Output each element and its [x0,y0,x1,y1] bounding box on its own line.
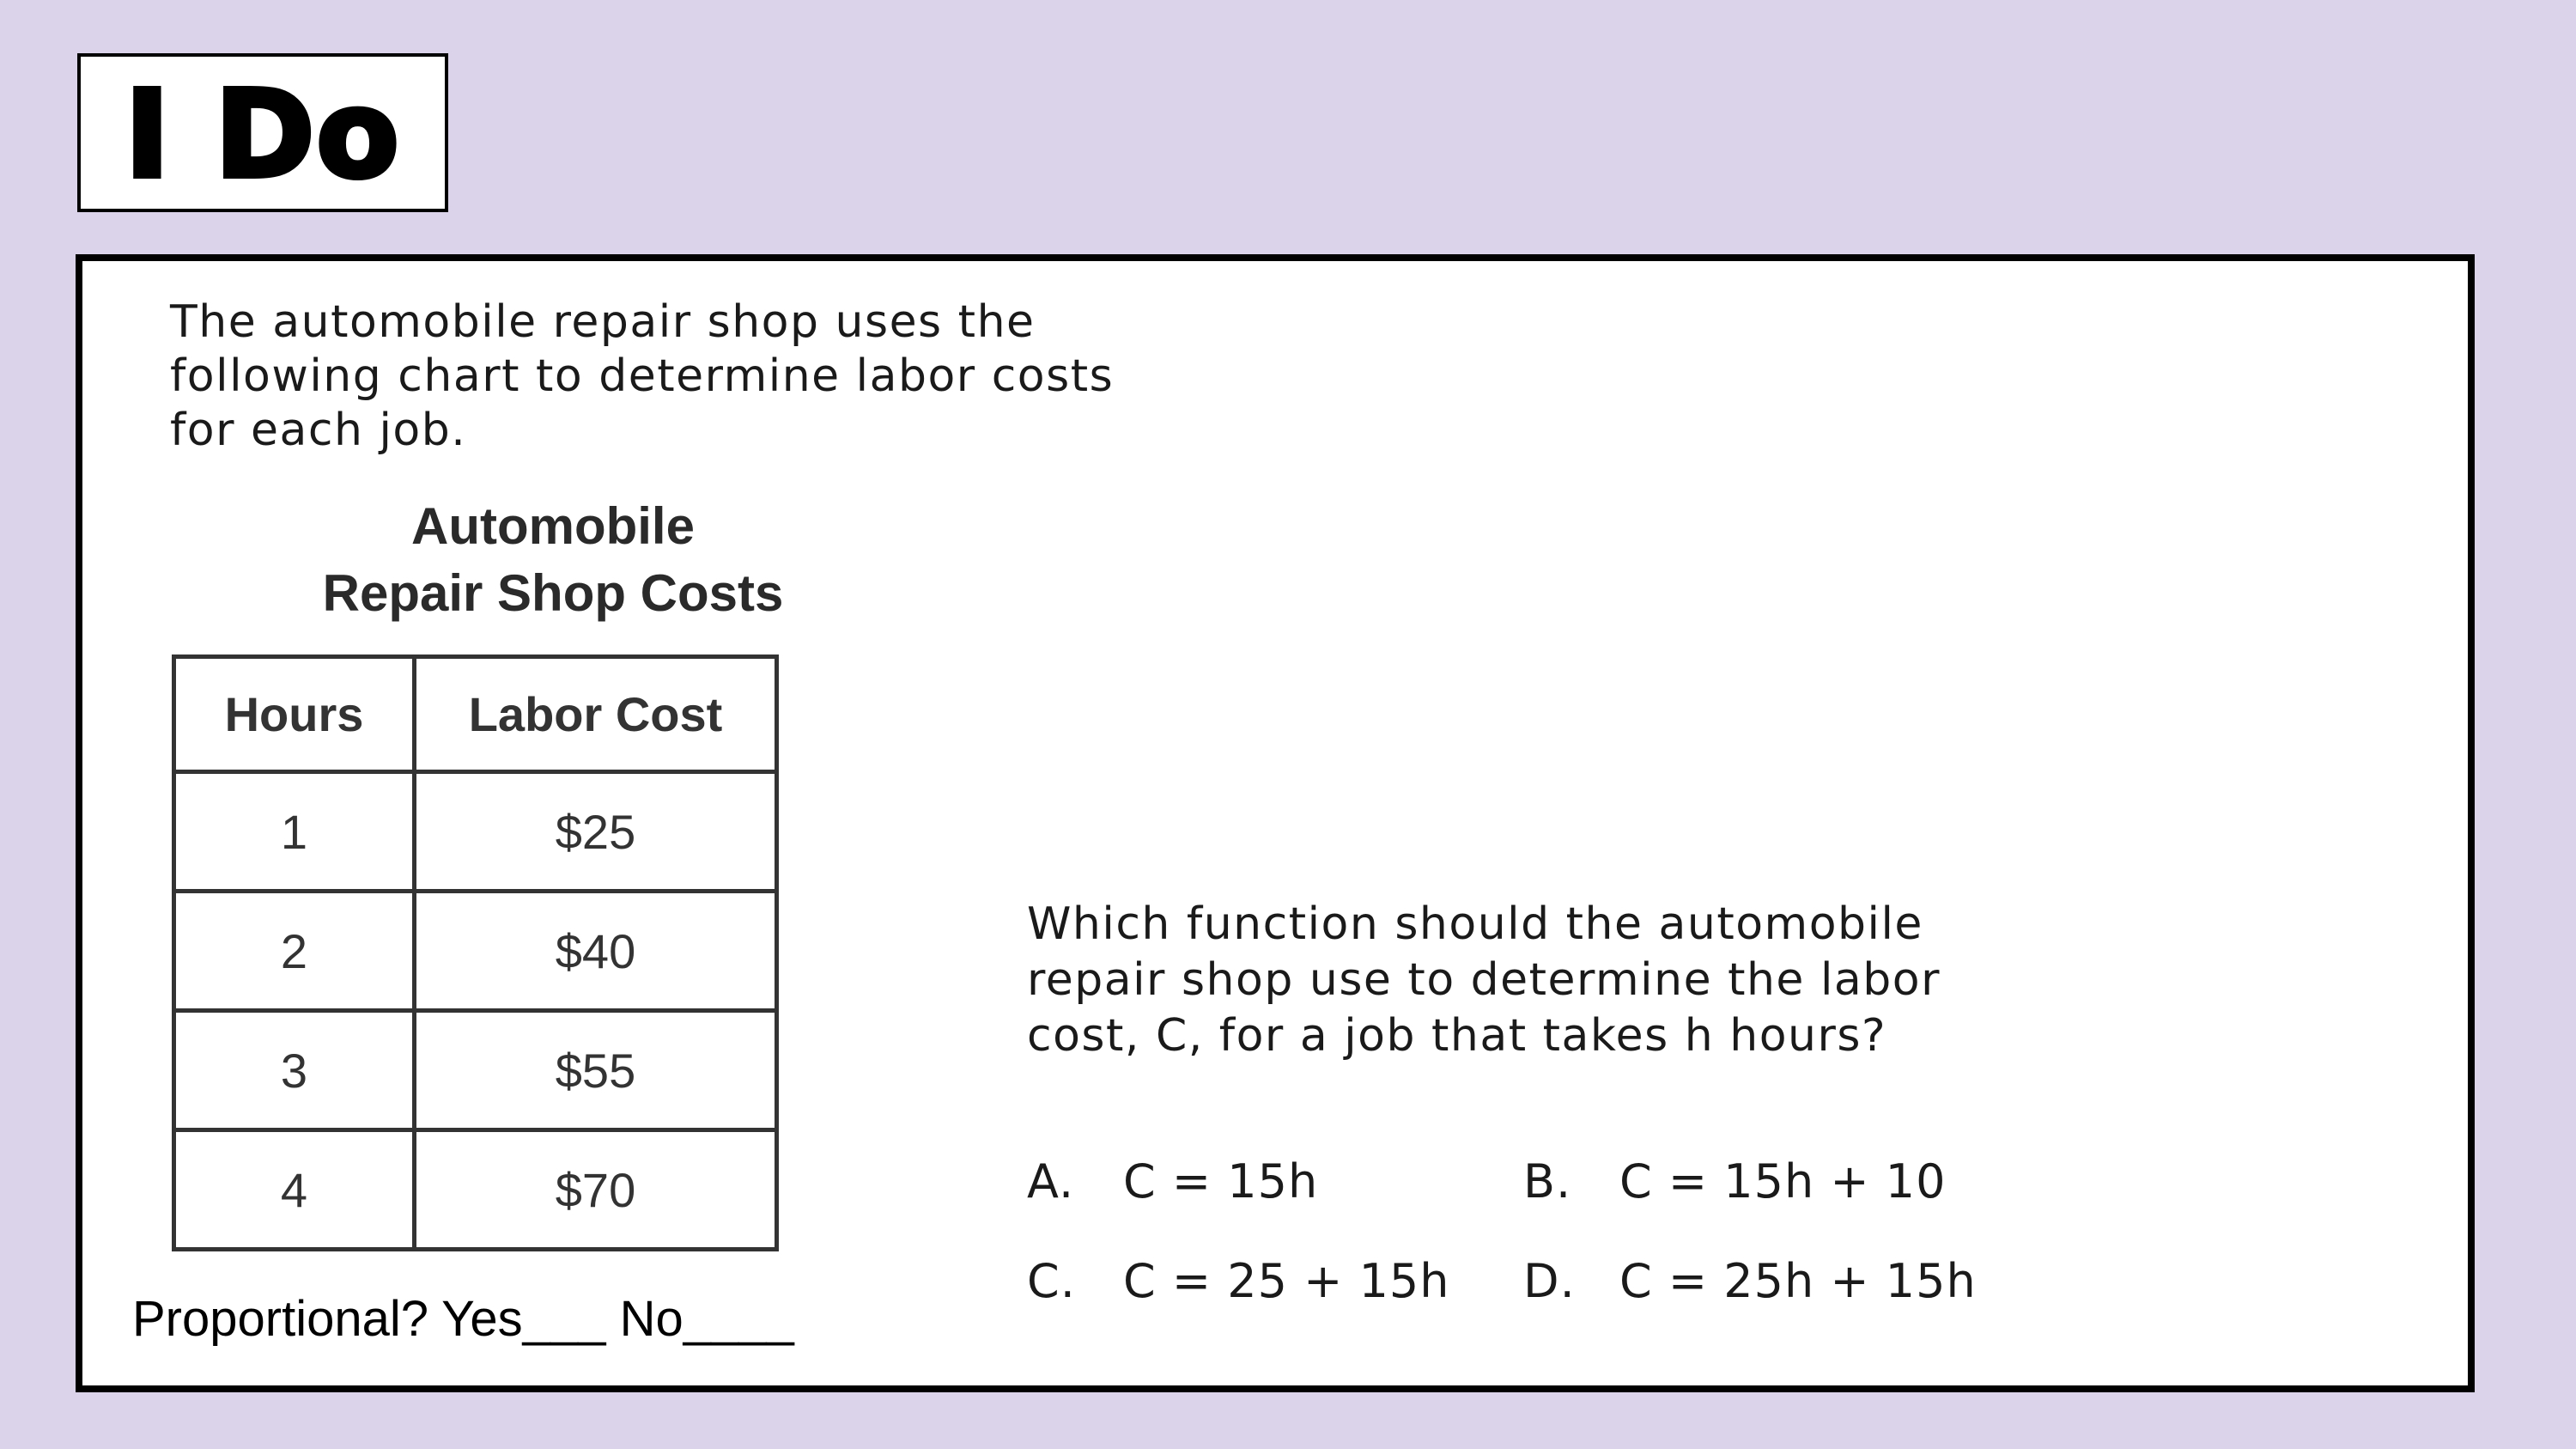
proportional-prompt: Proportional? Yes___ No____ [132,1291,794,1347]
table-cell-cost: $70 [415,1130,777,1250]
table-cell-hours: 2 [174,892,415,1011]
table-title [167,493,939,627]
choice-b [1523,1154,1947,1209]
question-text [1027,897,2057,1064]
choice-letter: A. [1027,1154,1075,1209]
table-cell-cost: $25 [415,772,777,892]
table-header-row [174,657,777,772]
page-title: I Do [125,64,401,205]
title-box [77,53,448,212]
table-cell-hours: 4 [174,1130,415,1250]
column-header-hours: Hours [174,657,415,772]
column-header-labor-cost: Labor Cost [415,657,777,772]
choice-equation: C = 25 + 15h [1123,1254,1450,1308]
table-row [174,772,777,892]
table-title-line: Repair Shop Costs [322,564,784,622]
question-line: cost, C, for a job that takes h hours? [1027,1010,1887,1062]
intro-line: following chart to determine labor costs [170,350,1115,402]
choice-c [1027,1254,1450,1308]
choice-letter: B. [1523,1154,1572,1209]
table-row [174,1011,777,1130]
table-cell-cost: $55 [415,1011,777,1130]
question-line: Which function should the automobile [1027,898,1923,950]
choice-equation: C = 15h [1123,1154,1319,1209]
choice-equation: C = 25h + 15h [1619,1254,1977,1308]
table-title-line: Automobile [411,497,695,555]
table-cell-hours: 1 [174,772,415,892]
table-row [174,1130,777,1250]
table-row [174,892,777,1011]
table-cell-hours: 3 [174,1011,415,1130]
question-line: repair shop use to determine the labor [1027,954,1941,1006]
choice-letter: C. [1027,1254,1076,1308]
intro-line: for each job. [170,405,467,456]
problem-card [76,254,2475,1392]
choice-a [1027,1154,1318,1209]
choice-letter: D. [1523,1254,1576,1308]
choice-d [1523,1254,1977,1308]
choice-equation: C = 15h + 10 [1619,1154,1947,1209]
costs-table [172,654,779,1251]
intro-line: The automobile repair shop uses the [170,296,1036,348]
table-cell-cost: $40 [415,892,777,1011]
problem-intro [170,295,1200,458]
